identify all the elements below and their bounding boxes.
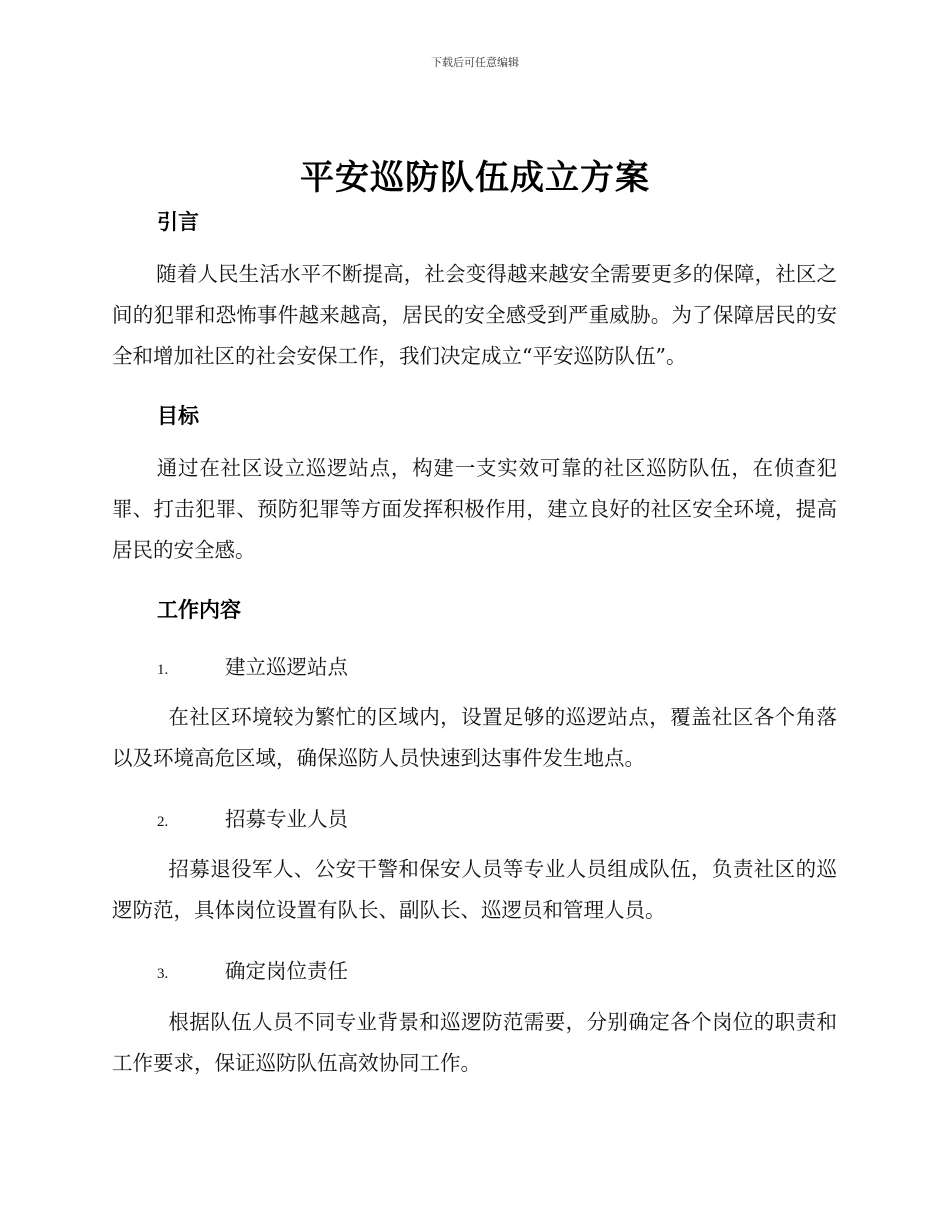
work-item-3-paragraph — [112, 1002, 837, 1084]
document-title: 平安巡防队伍成立方案 — [300, 158, 650, 198]
intro-paragraph-text: 随着人民生活水平不断提高，社会变得越来越安全需要更多的保障，社区之间的犯罪和恐怖事件越来越高，居民的安全感受到严重威胁。为了保障居民的安全和增加社区的社会安保工作，我们决定成立“平安巡防队伍”。 — [112, 262, 837, 368]
list-item — [157, 650, 348, 680]
list-item — [157, 954, 348, 984]
list-item — [157, 802, 348, 832]
work-item-1-text: 在社区环境较为繁忙的区域内，设置足够的巡逻站点，覆盖社区各个角落以及环境高危区域，确保巡防人员快速到达事件发生地点。 — [112, 705, 837, 770]
section-heading-work: 工作内容 — [157, 598, 241, 622]
work-item-2-paragraph — [112, 849, 837, 931]
header-note: 下载后可任意编辑 — [431, 56, 519, 69]
list-item-label: 建立巡逻站点 — [225, 655, 348, 679]
work-item-3-text: 根据队伍人员不同专业背景和巡逻防范需要，分别确定各个岗位的职责和工作要求，保证巡防队伍高效协同工作。 — [112, 1010, 837, 1075]
goal-paragraph-text: 通过在社区设立巡逻站点，构建一支实效可靠的社区巡防队伍，在侦查犯罪、打击犯罪、预防犯罪等方面发挥积极作用，建立良好的社区安全环境，提高居民的安全感。 — [112, 456, 837, 562]
intro-paragraph — [112, 254, 837, 377]
list-item-number: 1. — [157, 662, 169, 678]
section-heading-intro: 引言 — [157, 210, 199, 234]
list-item-number: 3. — [157, 966, 169, 982]
list-item-number: 2. — [157, 814, 169, 830]
list-item-label: 确定岗位责任 — [225, 959, 348, 983]
section-heading-goal: 目标 — [157, 404, 199, 428]
list-item-label: 招募专业人员 — [225, 807, 348, 831]
work-item-2-text: 招募退役军人、公安干警和保安人员等专业人员组成队伍，负责社区的巡逻防范，具体岗位设置有队长、副队长、巡逻员和管理人员。 — [112, 857, 837, 922]
goal-paragraph — [112, 448, 837, 571]
work-item-1-paragraph — [112, 697, 837, 779]
